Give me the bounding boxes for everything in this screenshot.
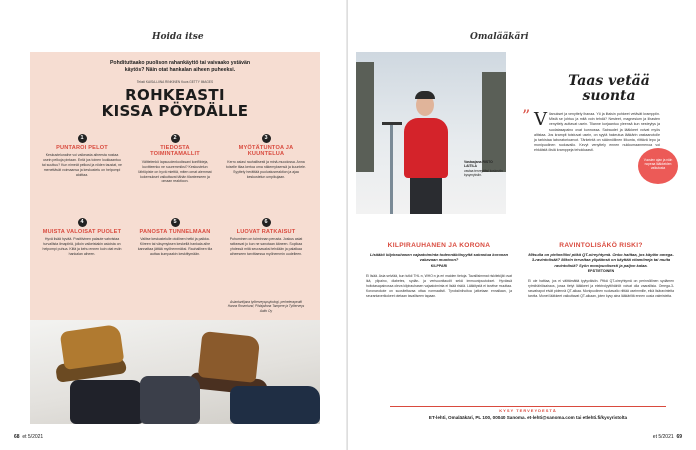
boot	[198, 331, 260, 383]
expert-source: Asiantuntijana työterveyspsykologi, perheterapeutti Hanna Rosenlund, Pihlajalinna Tampere ja Työterveys Aalto Oy	[227, 300, 305, 313]
tip-number: 4	[78, 218, 87, 227]
lead-text: Pohdituttaako puolison rahankäyttö tai vaivaako ystävän käytös? Näin otat hankalan aiheen puheeksi.	[109, 60, 251, 74]
tip-number: 1	[78, 134, 87, 143]
drop-cap: V	[534, 109, 547, 130]
tip-6	[226, 218, 306, 257]
tip-number: 3	[262, 134, 271, 143]
tip-text: Välttelenkö lapsuudenkodissani konflikteja, kuvitteenko ne suuremmiksi? Keskustelun lähtöpiste on hyvä miettiä, miten omat aiemmat kokemukset vaikuttavat tähän tilanteeseen ja omaan reaktioon.	[138, 159, 212, 184]
quote-mark-icon: ”	[522, 106, 531, 125]
qa-answer: Ei lisää. Asia selviää, kun tutkii THL:n, WHO:n ja eri maiden tietoja. Tavallisimmat riskitekijät ovat ikä, ylipaino, diabetes, sydän- ja verisuonitaudit sekä immuunipuutokset. Hyvässä hoitotasapainossa oleva kilpirauhasen vajaatoiminta ei lisää riskiä. Lääkitystä ei tarvitse muuttaa. Koronarokote on suositeltavaa ottaa normaalisti. Tyroksiinihoitoa jatketaan ennallaan, ja seurantaverikokeet otetaan tavalliseen tapaan.	[366, 273, 512, 298]
issue-label: et 5/2021	[652, 434, 674, 440]
boots-in-snow-photo	[30, 320, 320, 424]
page-number	[14, 434, 43, 440]
qa-column-2	[528, 242, 674, 299]
section-title: Omalääkäri	[470, 32, 529, 42]
question-title	[534, 74, 684, 103]
question-body	[534, 109, 660, 154]
divider	[390, 406, 666, 407]
person-cap	[415, 91, 435, 99]
tip-4	[42, 218, 122, 257]
tip-number: 2	[171, 134, 180, 143]
credits: Teksti KAISA-LIINA RINKINEN Kuva GETTY IMAGES	[136, 80, 214, 84]
qa-asker: KILPPARI	[430, 263, 448, 268]
qa-answer: Ei ole haittaa, jos ei välttämättä tyytyväisiin. Pitkä QT-oireyhtymä on perinnöllinen sydämen rytmihäiriösairaus, jossa tietyt lääkkeet ja elektrolyyttihäiriöt voivat olla vaarallisia. Omega-3-rasvahapot eivät pidennä QT-aikaa. Monipuolinen ruokavalio riittää useimmille, eikä lisäravinteita tarvita. Monet lääkkeet vaikuttavat QT-aikaan, joten kysy aina lääkäriltä ennen uusia valmisteita.	[528, 279, 674, 298]
section-title: Hoida itse	[152, 32, 204, 42]
tip-title: LUOVAT RATKAISUT	[236, 229, 296, 235]
photo-caption-text: vastaa terveyttäsi koskeviin kysymyksiin.	[464, 168, 503, 177]
tip-title: MUISTA VALOISAT PUOLET	[42, 229, 122, 235]
page-number	[653, 434, 682, 440]
tree	[482, 72, 506, 172]
footer-ask: KYSY TERVEYDESTÄ	[499, 408, 557, 413]
trouser-leg	[140, 376, 200, 424]
qa-column-1	[366, 242, 512, 298]
speech-bubble: Vuosien ajan ja näin nopeaa lääkkeiden vaikutusta	[638, 148, 678, 184]
ice-auger-handle	[382, 122, 402, 125]
tip-number: 6	[262, 218, 271, 227]
tip-text: Hyvä lisää hyvää. Positiivinen palaute vahvistaa turvallista ilmapiiriä, jolloin vaikeistakin asioista on helpompi puhua. Kiitä ja kehu ennen kuin otat esiin hankalan aiheen.	[42, 237, 122, 257]
trouser-leg	[230, 386, 320, 424]
tip-title: PUNTAROI PELOT	[56, 145, 108, 151]
photo-caption-title: Vastaajana RISTO LAITILA	[464, 160, 493, 169]
headline-line-1: ROHKEASTI	[125, 86, 225, 104]
headline	[70, 88, 280, 120]
tip-number: 5	[171, 218, 180, 227]
tip-3	[226, 134, 306, 179]
qa-title: RAVINTOLISÄKÖ RISKI?	[559, 242, 643, 249]
headline-line-2: KISSA PÖYDÄLLE	[101, 101, 249, 120]
question-title-line-1: Taas vetää	[568, 73, 650, 89]
article-card	[30, 52, 320, 424]
tip-text: Valitse keskustelulle otollinen hetki ja paikka. Kiireen tai väsymyksen keskellä hankala aihe kannattaa jättää myöhemmäksi. Rauhallinen tila auttaa kumpaakin keskittymään.	[137, 237, 213, 257]
doctor-photo	[356, 52, 506, 214]
question-title-line-2: suonta	[582, 87, 636, 104]
qa-asker: EPÄTIETOINEN	[587, 269, 615, 274]
tip-text: Kerro asiasi rauhallisesti ja minä-muodossa. Anna toiselle tilaa kertoa oma näkemyksensä ja kuuntele. Syyttely herättää puolustusreaktion ja ajaa keskustelun umpikujaan.	[226, 159, 306, 179]
qa-question: Lisääkö kilpirauhasen vajaatoiminta todennäköisyyttä sairastua koronan vakavaan muotoon?	[369, 252, 509, 263]
tip-1	[42, 134, 122, 178]
tree	[356, 62, 374, 172]
qa-question: Mitsulla on pirtinelliini pitkä QT-oireyhtymä. Onko haittaa, jos käytän omega-3-ravintolisää? Mikrin tervaltaa ylipäänsä on käyttää vitamiineja tai muita ravintolisiä? Syön monipuolisesti ja paljon kalaa.	[528, 252, 674, 268]
person-legs	[410, 176, 442, 214]
issue-label: et 5/2021	[22, 434, 44, 440]
footer-contact: ET-lehti, Omalääkäri, PL 100, 00040 Sanoma. et-lehti@sanoma.com tai etlehti.fi/kysyristolta	[428, 415, 628, 420]
tip-title: PANOSTA TUNNELMAAN	[139, 229, 211, 235]
question-body-text: ilanukset ja venyttely ihanaa. Yö ja iltaisin pohkeet vetävät kramppiin. Mistä se johtuu ja mitä voin tehdä? Nesteet, magnesium ja lihasten venyttely auttavat usein. Tilanne korjaantuu yleensä kun nesteytys ja suolatasapaino ovat kunnossa. Sairaudet ja lääkkeet voivat myös altistaa. Jos krampit toistuvat usein, on syytä hakeutua lääkärin vastaanotolle ja tarkistaa laboratorioarvot. Tärkeintä on säännöllinen liikunta, riittävä lepo ja monipuolinen ruokavalio. Kevyt venyttely ennen nukkumaanmenoa voi ehkäistä öisiä kramppeja tehokkaasti.	[534, 112, 660, 153]
tip-title: TIEDOSTA TOIMINTAMALLIT	[150, 145, 200, 158]
right-page	[348, 0, 696, 450]
tip-title: MYÖTÄTUNTOA JA KUUNTELUA	[238, 145, 294, 158]
photo-caption	[464, 160, 504, 177]
page-number-value: 68	[14, 434, 20, 440]
tip-5	[135, 218, 215, 257]
page-number-value: 69	[676, 434, 682, 440]
tip-2	[135, 134, 215, 184]
trouser-leg	[70, 380, 144, 424]
tip-text: Keskustelunaihe voi vaikeasta aiheesta nostaa usein pelkoja pintaan. Entä jos toinen loukkaantuu tai suuttuu? Kun nimeät pelkosi ja niiden taustat, ne menettävät voimaansa ja keskustelu on helpompi aloittaa.	[42, 153, 122, 177]
ice-auger	[390, 122, 393, 214]
qa-title: KILPIRAUHANEN JA KORONA	[387, 242, 491, 249]
person-red-jacket	[404, 118, 448, 178]
tip-text: Puhuminen on toiminnan perusta. Joskus asiat ratkeavat jo kun ne sanotaan ääneen. Sopikaa yhdessä mitä seuraavaksi tehdään ja palatkaa aiheeseen tarvittaessa myöhemmin uudelleen.	[229, 237, 303, 257]
